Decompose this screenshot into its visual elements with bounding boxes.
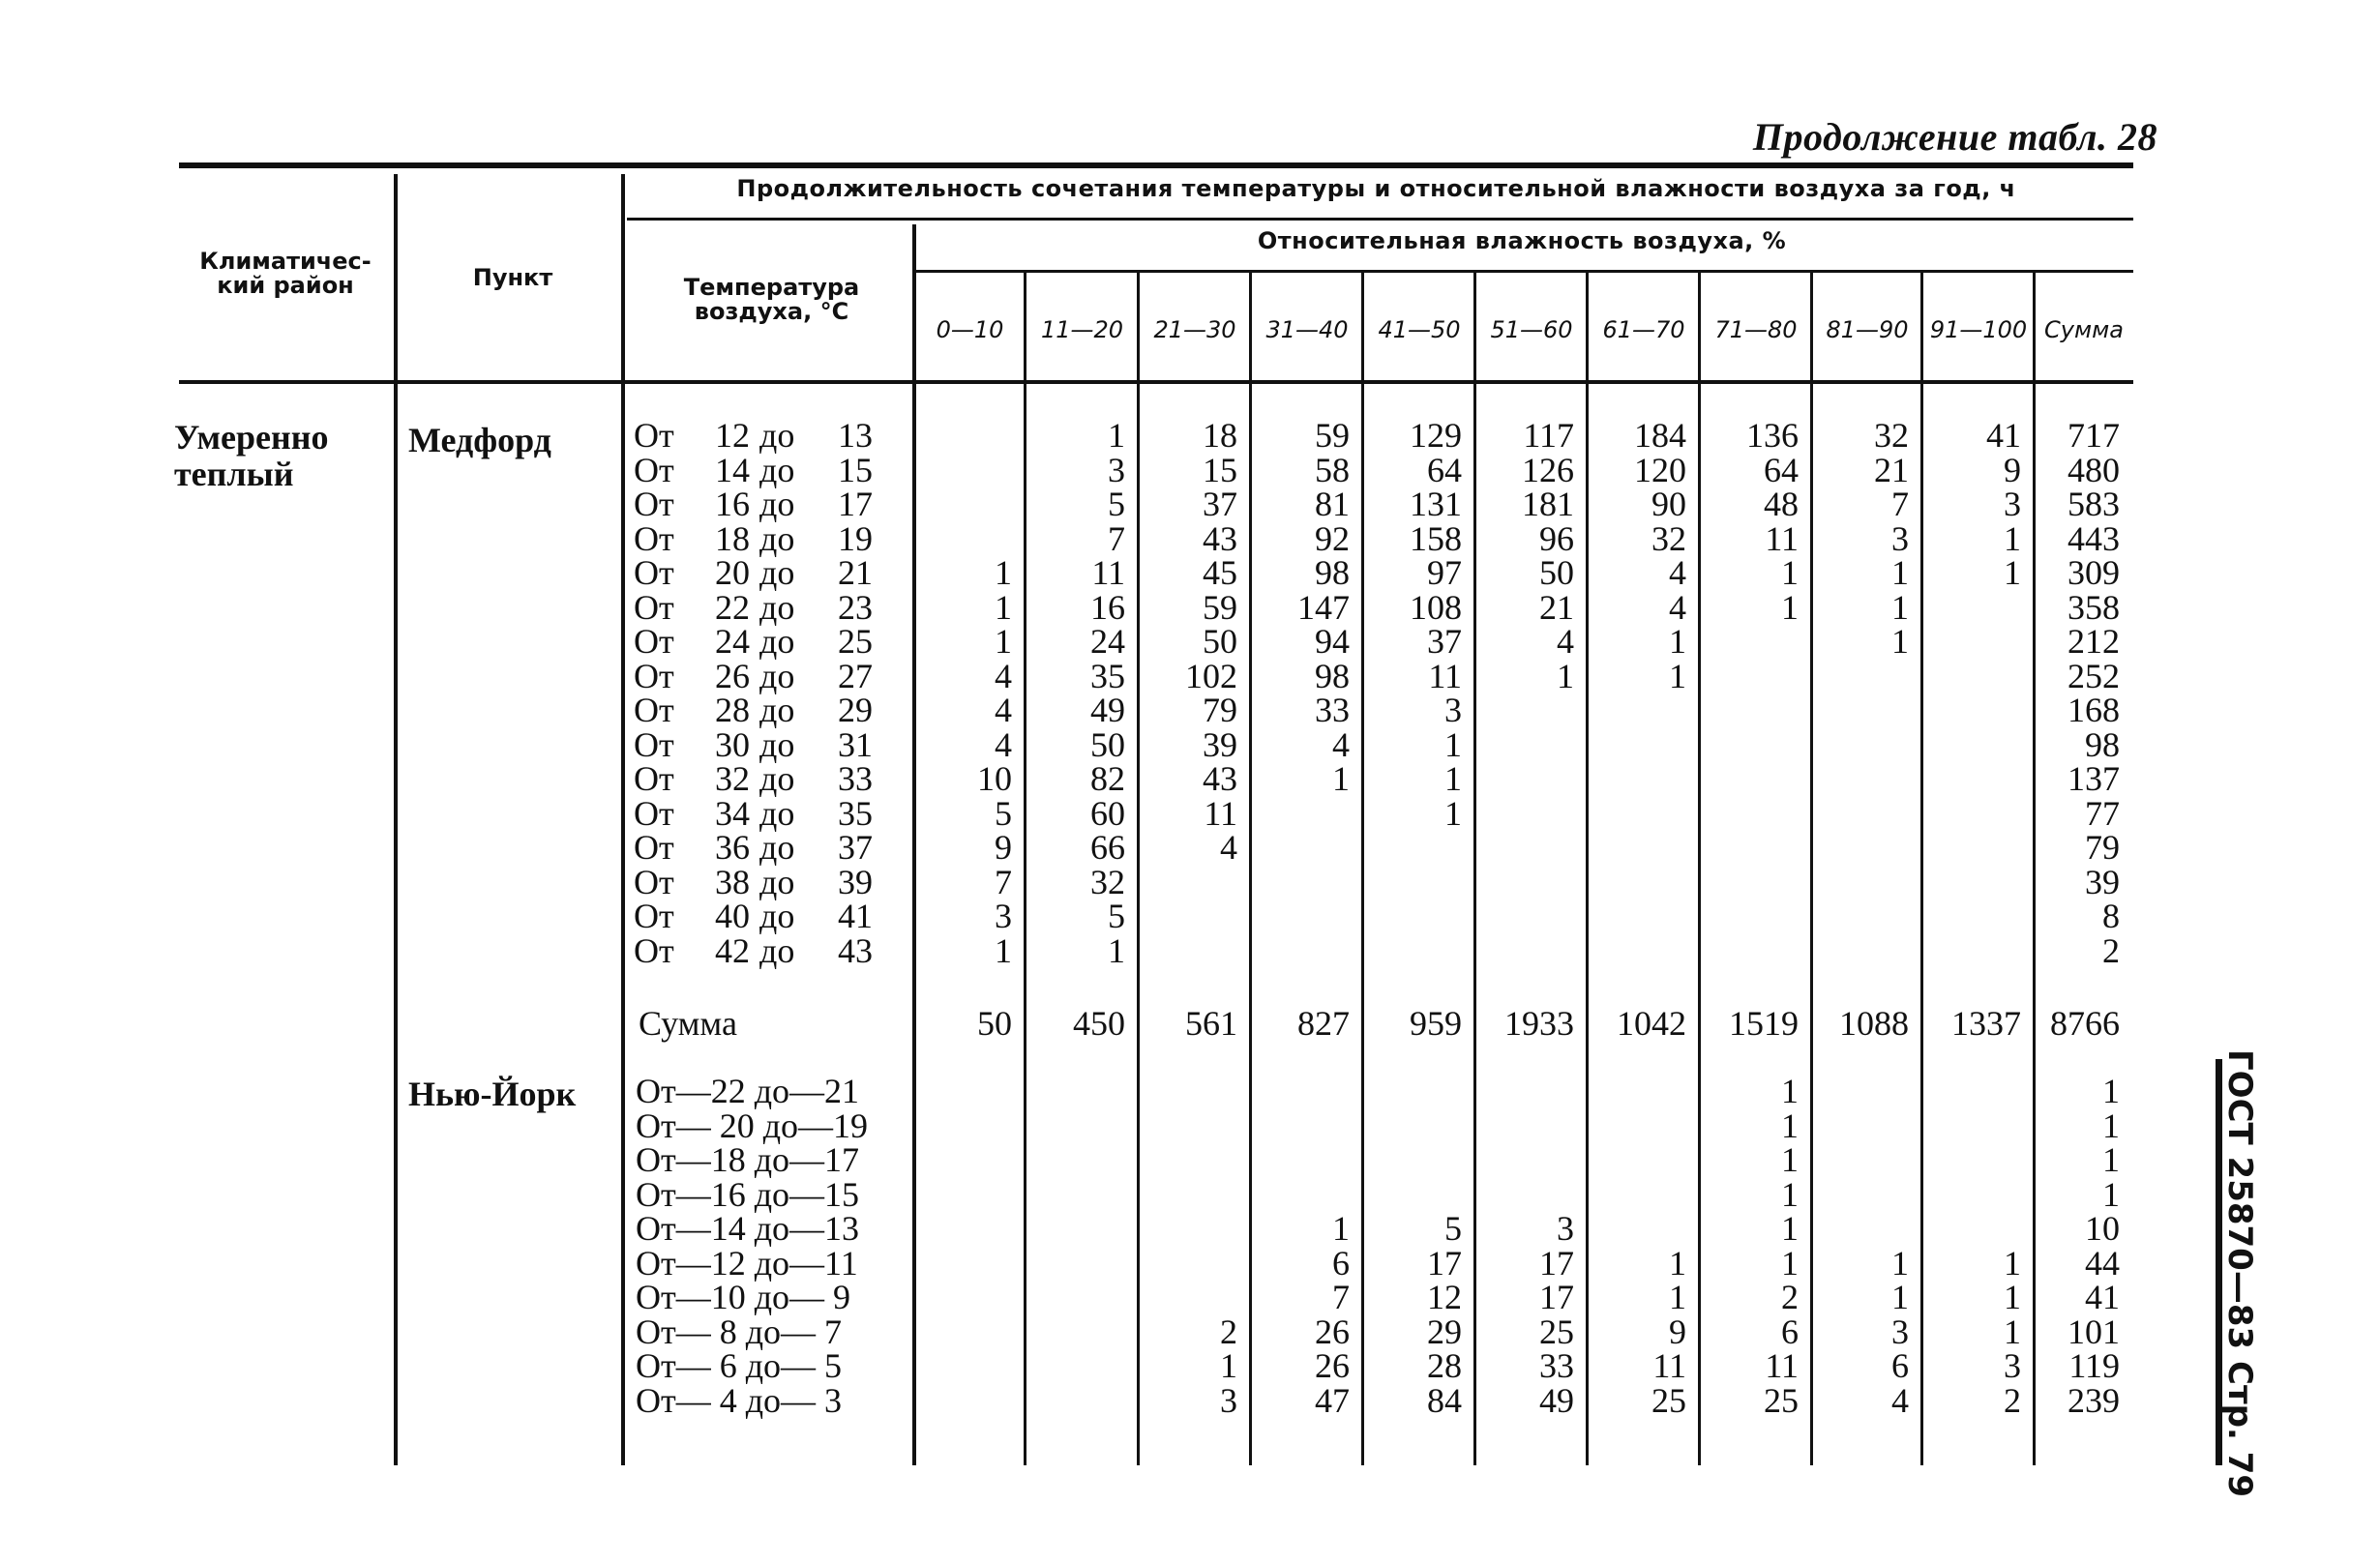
temp-range-from: 24 — [715, 622, 750, 661]
temp-range-from: 16 — [715, 485, 750, 523]
table-cell: 1 — [1891, 622, 1909, 661]
table-cell: 25 — [1539, 1312, 1574, 1351]
table-cell: 21 — [1874, 451, 1909, 489]
station-label-new-york: Нью-Йорк — [408, 1075, 577, 1113]
table-cell: 1 — [1669, 1278, 1686, 1316]
table-cell: 3 — [995, 897, 1012, 935]
temp-range-ot: От — [634, 931, 674, 970]
temp-range-ot: От — [634, 897, 674, 935]
header-bottom-rule — [179, 380, 2133, 384]
temp-range-ot: От — [634, 553, 674, 592]
temp-range-ot: От — [634, 485, 674, 523]
table-cell: 212 — [2068, 622, 2120, 661]
table-cell: 2 — [2102, 931, 2120, 970]
table-cell: 1 — [2004, 1244, 2021, 1283]
table-cell: 9 — [1669, 1312, 1686, 1351]
table-cell: 4 — [995, 691, 1012, 729]
rh-column-header: 91—100 — [1929, 316, 2028, 343]
table-cell: 1 — [1108, 931, 1125, 970]
table-cell: 561 — [1185, 1004, 1237, 1043]
temp-range-from: 38 — [715, 863, 750, 901]
temp-range-to: 39 — [838, 863, 873, 901]
temp-range-from: 18 — [715, 519, 750, 558]
table-cell: 25 — [1764, 1381, 1799, 1420]
temp-range-do: до — [759, 416, 795, 455]
temp-range-to: 15 — [838, 451, 873, 489]
table-cell: 49 — [1539, 1381, 1574, 1420]
table-cell: 96 — [1539, 519, 1574, 558]
temp-range-from: 14 — [715, 451, 750, 489]
sum-label: Сумма — [639, 1004, 737, 1043]
table-cell: 29 — [1427, 1312, 1462, 1351]
table-cell: 3 — [1220, 1381, 1237, 1420]
table-cell: 98 — [2085, 725, 2120, 764]
table-cell: 32 — [1874, 416, 1909, 455]
table-top-rule — [179, 162, 2133, 168]
table-cell: 39 — [1203, 725, 1237, 764]
table-cell: 16 — [1090, 588, 1125, 627]
table-cell: 5 — [1108, 485, 1125, 523]
table-cell: 8 — [2102, 897, 2120, 935]
side-page-label: ГОСТ 25870—83 Стр. 79 — [2220, 1049, 2259, 1498]
table-cell: 1 — [1781, 1175, 1799, 1214]
table-cell: 1 — [2004, 553, 2021, 592]
table-cell: 108 — [1410, 588, 1462, 627]
table-cell: 35 — [1090, 657, 1125, 695]
table-cell: 17 — [1427, 1244, 1462, 1283]
header-temperature: Температура воздуха, °С — [683, 274, 860, 326]
table-cell: 3 — [1108, 451, 1125, 489]
table-cell: 3 — [2004, 485, 2021, 523]
table-cell: 1 — [1891, 553, 1909, 592]
col-rule-region — [394, 174, 398, 1465]
table-cell: 1 — [2102, 1072, 2120, 1110]
table-cell: 1 — [1781, 1209, 1799, 1248]
table-cell: 7 — [995, 863, 1012, 901]
temp-range-to: 13 — [838, 416, 873, 455]
table-cell: 79 — [2085, 828, 2120, 867]
table-cell: 1 — [995, 931, 1012, 970]
table-cell: 129 — [1410, 416, 1462, 455]
temp-range-ot: От — [634, 759, 674, 798]
table-cell: 8766 — [2050, 1004, 2120, 1043]
table-cell: 1 — [1108, 416, 1125, 455]
table-cell: 1 — [2004, 1312, 2021, 1351]
temp-range-label: От—10 до— 9 — [636, 1278, 851, 1316]
temp-range-label: От—16 до—15 — [636, 1175, 860, 1214]
rh-column-header: 21—30 — [1153, 316, 1236, 343]
temp-range-do: до — [759, 485, 795, 523]
temp-range-from: 42 — [715, 931, 750, 970]
temp-range-label: От— 8 до— 7 — [636, 1312, 843, 1351]
table-cell: 33 — [1539, 1346, 1574, 1385]
table-cell: 77 — [2085, 794, 2120, 833]
table-cell: 168 — [2068, 691, 2120, 729]
table-cell: 3 — [1444, 691, 1462, 729]
table-cell: 309 — [2068, 553, 2120, 592]
table-cell: 10 — [977, 759, 1012, 798]
table-cell: 1 — [1781, 553, 1799, 592]
table-cell: 59 — [1315, 416, 1350, 455]
region-label: Умеренно теплый — [174, 418, 329, 493]
table-cell: 480 — [2068, 451, 2120, 489]
header-humidity: Относительная влажность воздуха, % — [1257, 227, 1787, 254]
temp-range-label: От—22 до—21 — [636, 1072, 860, 1110]
table-cell: 50 — [977, 1004, 1012, 1043]
table-cell: 7 — [1108, 519, 1125, 558]
rh-column-header: 81—90 — [1826, 316, 1909, 343]
table-cell: 120 — [1634, 451, 1686, 489]
table-cell: 827 — [1297, 1004, 1350, 1043]
temp-range-do: до — [759, 553, 795, 592]
temp-range-from: 34 — [715, 794, 750, 833]
table-cell: 60 — [1090, 794, 1125, 833]
table-cell: 21 — [1539, 588, 1574, 627]
table-cell: 1 — [1220, 1346, 1237, 1385]
table-cell: 50 — [1539, 553, 1574, 592]
temp-range-to: 41 — [838, 897, 873, 935]
temp-range-ot: От — [634, 657, 674, 695]
table-cell: 50 — [1090, 725, 1125, 764]
temp-range-from: 12 — [715, 416, 750, 455]
table-cell: 1 — [995, 622, 1012, 661]
table-cell: 131 — [1410, 485, 1462, 523]
temp-range-ot: От — [634, 416, 674, 455]
header-main: Продолжительность сочетания температуры и относительной влажности воздуха за год, ч — [736, 175, 2016, 202]
table-cell: 32 — [1651, 519, 1686, 558]
table-cell: 6 — [1891, 1346, 1909, 1385]
temp-range-label: От—18 до—17 — [636, 1140, 860, 1179]
table-cell: 4 — [1332, 725, 1350, 764]
table-cell: 4 — [995, 725, 1012, 764]
table-cell: 11 — [1652, 1346, 1686, 1385]
temp-range-to: 25 — [838, 622, 873, 661]
table-cell: 101 — [2068, 1312, 2120, 1351]
table-cell: 2 — [1220, 1312, 1237, 1351]
temp-range-do: до — [759, 725, 795, 764]
table-cell: 12 — [1427, 1278, 1462, 1316]
table-cell: 9 — [995, 828, 1012, 867]
col-rule-point — [621, 174, 625, 1465]
table-cell: 1 — [1444, 725, 1462, 764]
temp-range-from: 30 — [715, 725, 750, 764]
temp-range-do: до — [759, 863, 795, 901]
table-cell: 39 — [2085, 863, 2120, 901]
table-cell: 1 — [1332, 1209, 1350, 1248]
table-cell: 26 — [1315, 1312, 1350, 1351]
table-cell: 49 — [1090, 691, 1125, 729]
table-cell: 1 — [1669, 657, 1686, 695]
table-cell: 450 — [1073, 1004, 1125, 1043]
table-cell: 137 — [2068, 759, 2120, 798]
table-cell: 58 — [1315, 451, 1350, 489]
table-cell: 4 — [1220, 828, 1237, 867]
temp-range-ot: От — [634, 863, 674, 901]
table-cell: 2 — [1781, 1278, 1799, 1316]
table-cell: 1 — [1781, 1106, 1799, 1145]
temp-range-to: 19 — [838, 519, 873, 558]
temp-range-label: От— 6 до— 5 — [636, 1346, 843, 1385]
temp-range-from: 36 — [715, 828, 750, 867]
table-cell: 44 — [2085, 1244, 2120, 1283]
temp-range-from: 22 — [715, 588, 750, 627]
temp-range-to: 29 — [838, 691, 873, 729]
table-cell: 18 — [1203, 416, 1237, 455]
table-cell: 4 — [995, 657, 1012, 695]
temp-range-do: до — [759, 828, 795, 867]
table-cell: 9 — [2004, 451, 2021, 489]
temp-range-label: От— 20 до—19 — [636, 1106, 869, 1145]
table-cell: 6 — [1332, 1244, 1350, 1283]
table-cell: 1 — [2102, 1140, 2120, 1179]
table-cell: 583 — [2068, 485, 2120, 523]
table-cell: 82 — [1090, 759, 1125, 798]
table-cell: 59 — [1203, 588, 1237, 627]
temp-range-to: 23 — [838, 588, 873, 627]
table-cell: 1 — [1444, 794, 1462, 833]
table-cell: 15 — [1203, 451, 1237, 489]
table-cell: 7 — [1332, 1278, 1350, 1316]
table-cell: 1 — [2004, 519, 2021, 558]
table-cell: 98 — [1315, 553, 1350, 592]
table-cell: 1 — [1557, 657, 1574, 695]
temp-range-to: 17 — [838, 485, 873, 523]
table-cell: 3 — [2004, 1346, 2021, 1385]
table-cell: 64 — [1764, 451, 1799, 489]
table-cell: 10 — [2085, 1209, 2120, 1248]
table-cell: 4 — [1669, 553, 1686, 592]
table-cell: 1042 — [1617, 1004, 1686, 1043]
table-cell: 1088 — [1839, 1004, 1909, 1043]
table-cell: 252 — [2068, 657, 2120, 695]
table-cell: 158 — [1410, 519, 1462, 558]
table-cell: 79 — [1203, 691, 1237, 729]
table-cell: 43 — [1203, 759, 1237, 798]
table-cell: 11 — [1091, 553, 1125, 592]
table-cell: 1337 — [1951, 1004, 2021, 1043]
table-cell: 37 — [1427, 622, 1462, 661]
temp-range-do: до — [759, 897, 795, 935]
table-cell: 117 — [1523, 416, 1574, 455]
temp-range-label: От—12 до—11 — [636, 1244, 858, 1283]
table-cell: 1 — [1781, 1244, 1799, 1283]
table-cell: 147 — [1297, 588, 1350, 627]
table-cell: 1 — [1781, 1072, 1799, 1110]
table-cell: 119 — [2068, 1346, 2120, 1385]
table-cell: 11 — [1765, 1346, 1799, 1385]
table-cell: 1 — [1444, 759, 1462, 798]
table-cell: 181 — [1522, 485, 1574, 523]
station-label-medford: Медфорд — [408, 421, 551, 459]
temp-range-to: 33 — [838, 759, 873, 798]
rh-column-header: 41—50 — [1378, 316, 1461, 343]
temp-range-label: От— 4 до— 3 — [636, 1381, 843, 1420]
table-cell: 33 — [1315, 691, 1350, 729]
table-cell: 136 — [1746, 416, 1799, 455]
table-cell: 5 — [995, 794, 1012, 833]
table-cell: 1 — [1891, 588, 1909, 627]
table-cell: 1 — [995, 553, 1012, 592]
temp-range-ot: От — [634, 794, 674, 833]
temp-range-do: до — [759, 657, 795, 695]
rh-column-header: 11—20 — [1040, 316, 1124, 343]
temp-range-from: 26 — [715, 657, 750, 695]
table-cell: 3 — [1557, 1209, 1574, 1248]
table-cell: 28 — [1427, 1346, 1462, 1385]
table-cell: 3 — [1891, 1312, 1909, 1351]
table-cell: 184 — [1634, 416, 1686, 455]
table-cell: 32 — [1090, 863, 1125, 901]
temp-range-from: 40 — [715, 897, 750, 935]
temp-range-label: От—14 до—13 — [636, 1209, 860, 1248]
table-cell: 1933 — [1504, 1004, 1574, 1043]
temp-range-to: 21 — [838, 553, 873, 592]
rh-column-header: 61—70 — [1602, 316, 1685, 343]
temp-range-to: 27 — [838, 657, 873, 695]
header-region: Климатичес- кий район — [199, 248, 372, 300]
header-point: Пункт — [472, 264, 553, 291]
table-cell: 90 — [1651, 485, 1686, 523]
table-cell: 41 — [2085, 1278, 2120, 1316]
table-cell: 358 — [2068, 588, 2120, 627]
table-cell: 239 — [2068, 1381, 2120, 1420]
temp-range-do: до — [759, 451, 795, 489]
table-cell: 11 — [1204, 794, 1237, 833]
rh-column-header: 0—10 — [936, 316, 1004, 343]
table-cell: 45 — [1203, 553, 1237, 592]
table-cell: 1 — [1669, 622, 1686, 661]
table-cell: 1 — [1781, 588, 1799, 627]
temp-range-do: до — [759, 931, 795, 970]
temp-range-ot: От — [634, 622, 674, 661]
temp-range-from: 32 — [715, 759, 750, 798]
table-cell: 41 — [1986, 416, 2021, 455]
table-cell: 64 — [1427, 451, 1462, 489]
table-cell: 1 — [1891, 1244, 1909, 1283]
temp-range-to: 35 — [838, 794, 873, 833]
table-cell: 1 — [2102, 1106, 2120, 1145]
temp-range-do: до — [759, 622, 795, 661]
continuation-title: Продолжение табл. 28 — [1752, 115, 2157, 159]
table-cell: 47 — [1315, 1381, 1350, 1420]
temp-range-ot: От — [634, 451, 674, 489]
table-cell: 43 — [1203, 519, 1237, 558]
table-cell: 1 — [1669, 1244, 1686, 1283]
table-cell: 1 — [1332, 759, 1350, 798]
table-cell: 3 — [1891, 519, 1909, 558]
table-cell: 1 — [2004, 1278, 2021, 1316]
temp-range-do: до — [759, 759, 795, 798]
temp-range-ot: От — [634, 828, 674, 867]
table-cell: 959 — [1410, 1004, 1462, 1043]
table-cell: 66 — [1090, 828, 1125, 867]
temp-range-ot: От — [634, 519, 674, 558]
table-cell: 102 — [1185, 657, 1237, 695]
table-cell: 11 — [1765, 519, 1799, 558]
rh-column-header: 31—40 — [1265, 316, 1349, 343]
table-cell: 50 — [1203, 622, 1237, 661]
temp-range-do: до — [759, 519, 795, 558]
temp-range-do: до — [759, 691, 795, 729]
temp-range-to: 37 — [838, 828, 873, 867]
temp-range-do: до — [759, 794, 795, 833]
rh-column-header: 71—80 — [1714, 316, 1798, 343]
table-cell: 48 — [1764, 485, 1799, 523]
table-cell: 1519 — [1729, 1004, 1799, 1043]
table-cell: 2 — [2004, 1381, 2021, 1420]
table-cell: 4 — [1557, 622, 1574, 661]
table-cell: 17 — [1539, 1244, 1574, 1283]
table-cell: 26 — [1315, 1346, 1350, 1385]
temp-range-from: 20 — [715, 553, 750, 592]
table-cell: 84 — [1427, 1381, 1462, 1420]
table-cell: 1 — [995, 588, 1012, 627]
table-cell: 1 — [1781, 1140, 1799, 1179]
table-cell: 25 — [1651, 1381, 1686, 1420]
table-cell: 11 — [1428, 657, 1462, 695]
table-cell: 5 — [1444, 1209, 1462, 1248]
table-cell: 126 — [1522, 451, 1574, 489]
table-cell: 97 — [1427, 553, 1462, 592]
temp-range-ot: От — [634, 588, 674, 627]
main-header-rule — [627, 218, 2133, 221]
table-cell: 7 — [1891, 485, 1909, 523]
table-cell: 24 — [1090, 622, 1125, 661]
temp-range-from: 28 — [715, 691, 750, 729]
table-cell: 17 — [1539, 1278, 1574, 1316]
table-cell: 6 — [1781, 1312, 1799, 1351]
table-cell: 81 — [1315, 485, 1350, 523]
temp-range-to: 43 — [838, 931, 873, 970]
table-cell: 1 — [1891, 1278, 1909, 1316]
table-cell: 5 — [1108, 897, 1125, 935]
temp-range-ot: От — [634, 691, 674, 729]
table-cell: 37 — [1203, 485, 1237, 523]
table-cell: 4 — [1891, 1381, 1909, 1420]
temp-range-ot: От — [634, 725, 674, 764]
table-cell: 92 — [1315, 519, 1350, 558]
rh-column-header: 51—60 — [1490, 316, 1573, 343]
table-cell: 717 — [2068, 416, 2120, 455]
humidity-header-rule — [914, 270, 2133, 273]
side-page-label-box — [2211, 1049, 2269, 1504]
table-cell: 443 — [2068, 519, 2120, 558]
temp-range-to: 31 — [838, 725, 873, 764]
table-cell: 94 — [1315, 622, 1350, 661]
temp-range-do: до — [759, 588, 795, 627]
table-cell: 98 — [1315, 657, 1350, 695]
table-cell: 1 — [2102, 1175, 2120, 1214]
rh-column-header: Сумма — [2044, 316, 2124, 343]
table-cell: 4 — [1669, 588, 1686, 627]
